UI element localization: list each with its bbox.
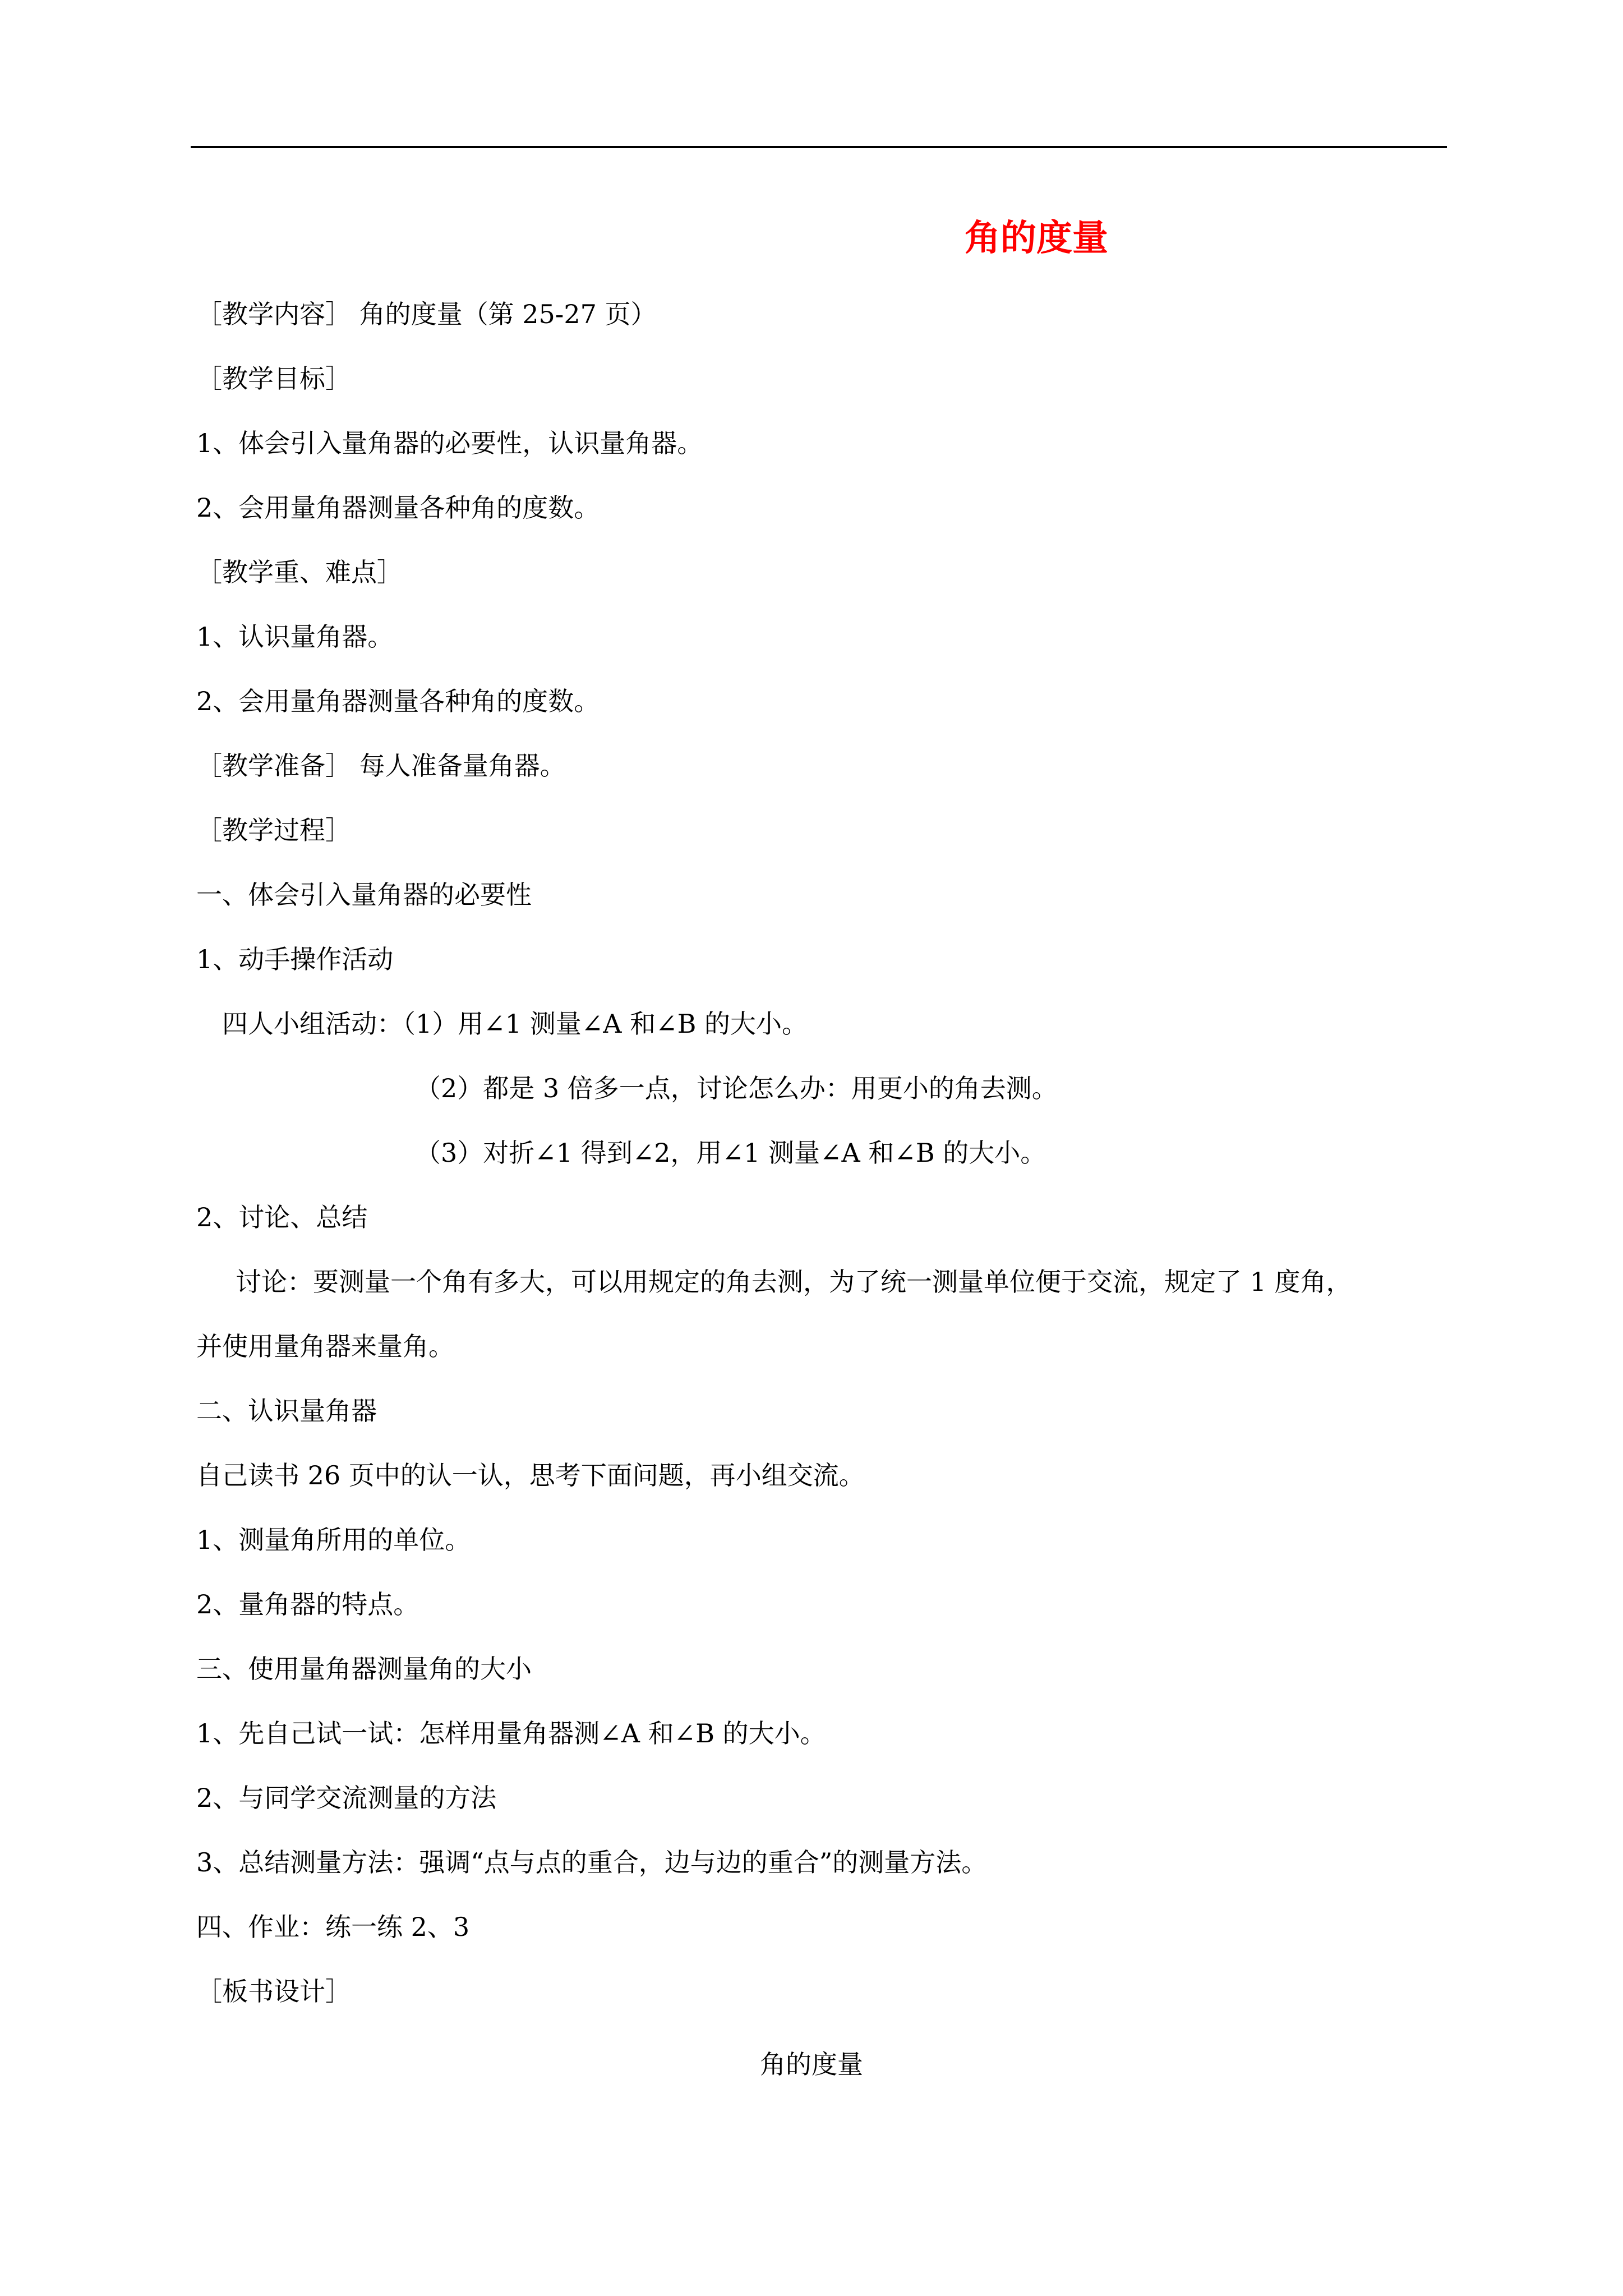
teaching-objectives-heading: ［教学目标］ (196, 364, 351, 394)
section-1-heading: 一、体会引入量角器的必要性 (196, 880, 532, 910)
document-title: 角的度量 (965, 218, 1108, 259)
section-3-item-3: 3、总结测量方法：强调“点与点的重合，边与边的重合”的测量方法。 (196, 1847, 988, 1878)
key-points-heading: ［教学重、难点］ (196, 557, 403, 587)
section-2-heading: 二、认识量角器 (196, 1396, 377, 1426)
objective-2: 2、会用量角器测量各种角的度数。 (196, 493, 600, 523)
section-3-item-2: 2、与同学交流测量的方法 (196, 1783, 497, 1813)
section-1-item-1: 1、动手操作活动 (196, 944, 394, 974)
header-rule (191, 146, 1447, 148)
teaching-content-line: ［教学内容］ 角的度量（第 25-27 页） (196, 299, 657, 329)
objective-1: 1、体会引入量角器的必要性，认识量角器。 (196, 428, 703, 458)
teaching-preparation-line: ［教学准备］ 每人准备量角器。 (196, 751, 566, 781)
key-point-2: 2、会用量角器测量各种角的度数。 (196, 686, 600, 716)
key-point-1: 1、认识量角器。 (196, 622, 394, 652)
discussion-paragraph-line-1: 讨论：要测量一个角有多大，可以用规定的角去测，为了统一测量单位便于交流，规定了 1 度角， (236, 1267, 1352, 1297)
group-activity-step-3: （3）对折∠1 得到∠2，用∠1 测量∠A 和∠B 的大小。 (415, 1138, 1046, 1168)
section-3-heading: 三、使用量角器测量角的大小 (196, 1654, 532, 1684)
teaching-process-heading: ［教学过程］ (196, 815, 351, 845)
section-4-homework: 四、作业：练一练 2、3 (196, 1912, 470, 1942)
section-2-item-1: 1、测量角所用的单位。 (196, 1525, 471, 1555)
section-1-item-2: 2、讨论、总结 (196, 1202, 368, 1232)
discussion-paragraph-line-2: 并使用量角器来量角。 (196, 1331, 454, 1361)
section-2-intro: 自己读书 26 页中的认一认，思考下面问题，再小组交流。 (196, 1460, 865, 1490)
board-design-title: 角的度量 (760, 2049, 863, 2079)
group-activity-step-1: 四人小组活动：（1）用∠1 测量∠A 和∠B 的大小。 (222, 1009, 808, 1039)
section-2-item-2: 2、量角器的特点。 (196, 1589, 419, 1619)
group-activity-step-2: （2）都是 3 倍多一点，讨论怎么办：用更小的角去测。 (415, 1073, 1058, 1103)
section-3-item-1: 1、先自己试一试：怎样用量角器测∠A 和∠B 的大小。 (196, 1718, 826, 1749)
board-design-heading: ［板书设计］ (196, 1976, 351, 2007)
